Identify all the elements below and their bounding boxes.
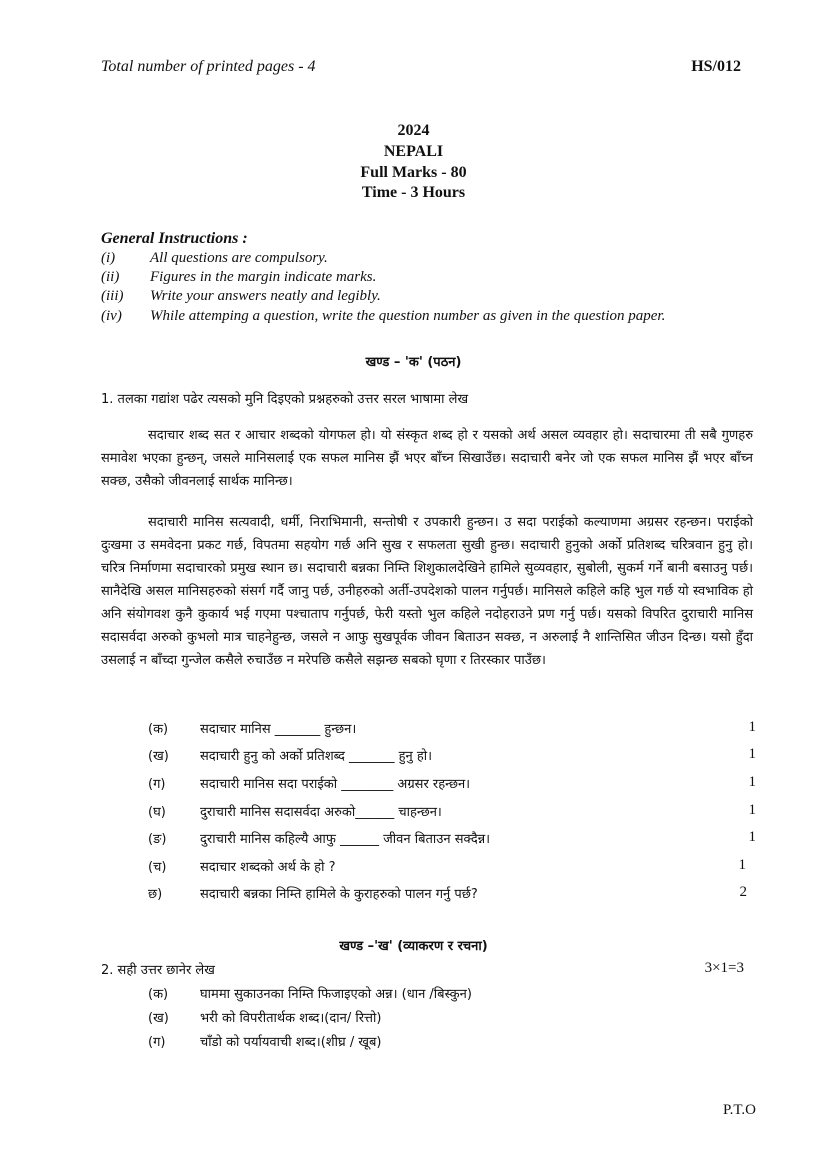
- question-1-title: 1. तलका गद्यांश पढेर त्यसको मुनि दिइएको प्रश्नहरुको उत्तर सरल भाषामा लेख: [101, 392, 469, 407]
- section-a-title: खण्ड – 'क' (पठन): [365, 355, 462, 370]
- sub-question-number: (ख): [148, 749, 169, 764]
- sub-question-text: भरी को विपरीतार्थक शब्द।(दान/ रित्तो): [200, 1011, 382, 1026]
- instruction-text: While attemping a question, write the question number as given in the question paper.: [150, 308, 666, 324]
- sub-question: [148, 746, 756, 764]
- sub-question-marks: 1: [748, 802, 756, 818]
- question-2-title: 2. सही उत्तर छानेर लेख: [101, 963, 215, 978]
- passage-paragraph-2: सदाचारी मानिस सत्यवादी, धर्मी, निराभिमानी, सन्तोषी र उपकारी हुन्छन। उ सदा पराईको कल्याणमा अग्रसर रहन्छन। पराईको दुःखमा उ समवेदना प्रकट गर्छ, विपतमा सहयोग गर्छ अनि सुख र सफलता सुखी हुन्छ। सदाचारी हुनुको अर्को प्रतिशब्द चरित्रवान हुनु हो। चरित्र निर्माणमा सदाचारको प्रमुख स्थान छ। सदाचारी बन्नका निम्ति शिशुकालदेखिने हामिले सुव्यवहार, सुबोली, सुकर्म गर्ने बानी बसाउनु पर्छ। सानैदेखि असल मानिसहरुको संसर्ग गर्दै जानु पर्छ, उनीहरुको अर्ती-उपदेशको पालन गर्नुपर्छ। मानिसले कहिले कहि भुल गर्छ यो स्वभाविक हो अनि संयोगवश कुनै कुकार्य भई गएमा पश्चाताप गर्नुपर्छ, फेरी यस्तो भुल कहिले नदोहराउने प्रण गर्नु पर्छ। यसको विपरित दुराचारी मानिस सदासर्वदा अरुको कुभलो मात्र चाहनेहुन्छ, जसले न आफु सुखपूर्वक जीवन बिताउन सक्छ, न अरुलाई नै शान्तिसित जीउन दिन्छ। यसो हुँदा उसलाई न बाँच्दा गुन्जेल कसैले रुचाउँछ न मरेपछि कसैले सझन्छ सबको घृणा र तिरस्कार पाउँछ।: [101, 515, 753, 668]
- sub-question: [148, 719, 756, 737]
- sub-question-number: (घ): [148, 805, 166, 820]
- instructions-title: General Instructions :: [101, 230, 248, 247]
- instruction-item: [101, 308, 665, 325]
- sub-question-number: (ङ): [148, 832, 167, 847]
- paper-code: HS/012: [691, 58, 741, 75]
- sub-question-marks: 1: [748, 829, 756, 845]
- sub-question-marks: 1: [748, 719, 756, 735]
- instruction-text: Figures in the margin indicate marks.: [150, 269, 377, 285]
- exam-year: 2024: [397, 122, 430, 139]
- sub-question-number: (च): [148, 860, 167, 875]
- question-2-marks: 3×1=3: [704, 960, 744, 976]
- sub-question-number: (ग): [148, 1035, 166, 1050]
- sub-question: [148, 984, 756, 1002]
- sub-question-text: सदाचार शब्दको अर्थ के हो ?: [200, 860, 336, 875]
- sub-question-text: दुराचारी मानिस कहिल्यै आफु ______ जीवन बिताउन सक्दैन्न।: [200, 832, 491, 847]
- sub-question-text: दुराचारी मानिस सदासर्वदा अरुको______ चाहन्छन।: [200, 805, 442, 820]
- sub-question: [148, 802, 756, 820]
- sub-question-marks: 2: [739, 884, 747, 900]
- instruction-number: (iv): [101, 308, 122, 324]
- exam-subject: NEPALI: [383, 143, 444, 160]
- instruction-item: [101, 250, 328, 267]
- sub-question: [148, 884, 747, 902]
- instruction-number: (iii): [101, 288, 124, 304]
- sub-question-text: सदाचारी मानिस सदा पराईको ________ अग्रसर रहन्छन।: [200, 777, 471, 792]
- instruction-number: (ii): [101, 269, 120, 285]
- instruction-item: [101, 269, 376, 286]
- instruction-text: All questions are compulsory.: [150, 250, 328, 266]
- sub-question-text: सदाचार मानिस _______ हुन्छन।: [200, 722, 357, 737]
- instruction-text: Write your answers neatly and legibly.: [150, 288, 381, 304]
- sub-question-marks: 1: [748, 746, 756, 762]
- sub-question: [148, 1008, 756, 1026]
- sub-question-marks: 1: [738, 857, 746, 873]
- section-b-title: खण्ड –'ख' (व्याकरण र रचना): [339, 939, 488, 954]
- instruction-item: [101, 288, 381, 305]
- instruction-number: (i): [101, 250, 116, 266]
- sub-question-number: (ग): [148, 777, 166, 792]
- sub-question-text: सदाचारी हुनु को अर्को प्रतिशब्द _______ हुनु हो।: [200, 749, 433, 764]
- full-marks: Full Marks - 80: [360, 164, 467, 181]
- sub-question: [148, 857, 746, 875]
- total-pages-note: Total number of printed pages - 4: [101, 58, 316, 75]
- pto-note: P.T.O: [722, 1102, 756, 1118]
- sub-question: [148, 829, 756, 847]
- exam-time: Time - 3 Hours: [361, 184, 466, 201]
- sub-question-number: (ख): [148, 1011, 169, 1026]
- sub-question-number: (क): [148, 722, 169, 737]
- sub-question-number: (क): [148, 987, 169, 1002]
- sub-question: [148, 774, 756, 792]
- sub-question-number: छ): [148, 887, 163, 902]
- sub-question-text: घाममा सुकाउनका निम्ति फिजाइएको अन्न। (धान /बिस्कुन): [200, 987, 472, 1002]
- sub-question-marks: 1: [748, 774, 756, 790]
- sub-question: [148, 1032, 756, 1050]
- sub-question-text: सदाचारी बन्नका निम्ति हामिले के कुराहरुको पालन गर्नु पर्छ?: [200, 887, 478, 902]
- passage-paragraph-1: सदाचार शब्द सत र आचार शब्दको योगफल हो। यो संस्कृत शब्द हो र यसको अर्थ असल व्यवहार हो। सदाचारमा ती सबै गुणहरु समावेश भएका हुन्छन्, जसले मानिसलाई एक सफल मानिस झैं भएर बाँच्न सिखाउँछ। सदाचारी बनेर जो एक सफल मानिस झैं भएर बाँच्न सक्छ, उसैको जीवनलाई सार्थक मानिन्छ।: [101, 428, 753, 489]
- sub-question-text: चाँडो को पर्यायवाची शब्द।(शीघ्र / खूब): [200, 1035, 382, 1050]
